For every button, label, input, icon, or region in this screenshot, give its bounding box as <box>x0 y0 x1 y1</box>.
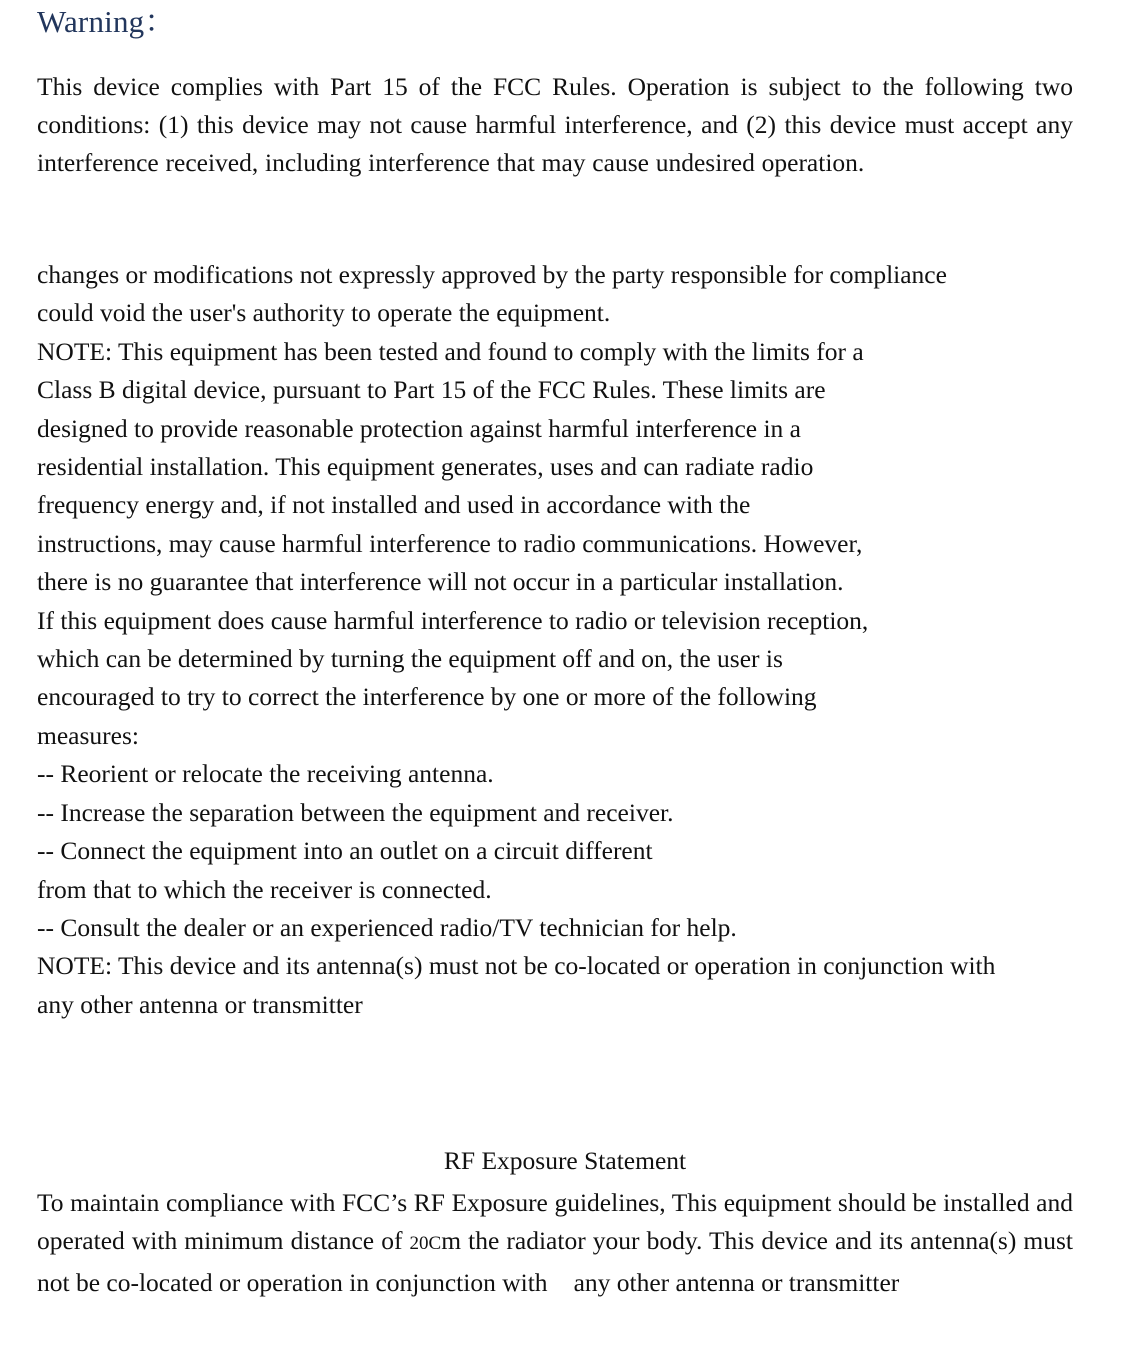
rf-paragraph-part3: any other antenna or transmitter <box>573 1267 900 1297</box>
body-line: changes or modifications not expressly approved by the party responsible for compliance <box>37 260 947 289</box>
body-line-bullet: -- Increase the separation between the equipment and receiver. <box>37 797 674 827</box>
body-line: Class B digital device, pursuant to Part 15 of the FCC Rules. These limits are <box>37 375 826 405</box>
body-line: NOTE: This equipment has been tested and found to comply with the limits for a <box>37 336 864 366</box>
page-title-warning: Warning： <box>37 4 176 39</box>
body-line: frequency energy and, if not installed and used in accordance with the <box>37 490 751 520</box>
body-line: which can be determined by turning the equipment off and on, the user is <box>37 644 783 674</box>
body-line: designed to provide reasonable protection against harmful interference in a <box>37 413 801 443</box>
body-line-bullet: -- Reorient or relocate the receiving antenna. <box>37 759 494 789</box>
body-line-bullet: -- Consult the dealer or an experienced radio/TV technician for help. <box>37 912 737 942</box>
body-line: measures: <box>37 720 139 750</box>
body-line: If this equipment does cause harmful interference to radio or television reception, <box>37 605 869 635</box>
rf-paragraph-part2: m the radiator your body. This device and its antenna(s) must not be co-located or operation in conjunction with <box>37 1226 1074 1297</box>
body-line: instructions, may cause harmful interference to radio communications. However, <box>37 528 863 558</box>
body-line-bullet: -- Connect the equipment into an outlet on a circuit different <box>37 836 653 866</box>
body-line: there is no guarantee that interference will not occur in a particular installation. <box>37 567 844 597</box>
body-line: could void the user's authority to operate the equipment. <box>37 298 611 328</box>
body-line: NOTE: This device and its antenna(s) must not be co-located or operation in conjunction with <box>37 951 996 981</box>
rf-exposure-statement-heading: RF Exposure Statement <box>443 1146 687 1175</box>
body-line: any other antenna or transmitter <box>37 989 363 1019</box>
body-line: residential installation. This equipment generates, uses and can radiate radio <box>37 452 814 482</box>
rf-paragraph-part1: To maintain compliance with FCC’s RF Exposure guidelines, This equipment should be installed and operated with minimum distance of <box>37 1188 1073 1256</box>
fcc-part15-intro-paragraph: This device complies with Part 15 of the FCC Rules. Operation is subject to the following two conditions: (1) this device may not cause harmful interference, and (2) this device must accept any interference received, including interference that may cause undesired operation. <box>37 72 1073 177</box>
fcc-compliance-body <box>37 256 1097 1024</box>
rf-exposure-paragraph <box>37 1184 1073 1302</box>
body-line: from that to which the receiver is connected. <box>37 874 492 904</box>
rf-minimum-distance-value: 20C <box>409 1233 442 1255</box>
body-line: encouraged to try to correct the interference by one or more of the following <box>37 682 817 712</box>
